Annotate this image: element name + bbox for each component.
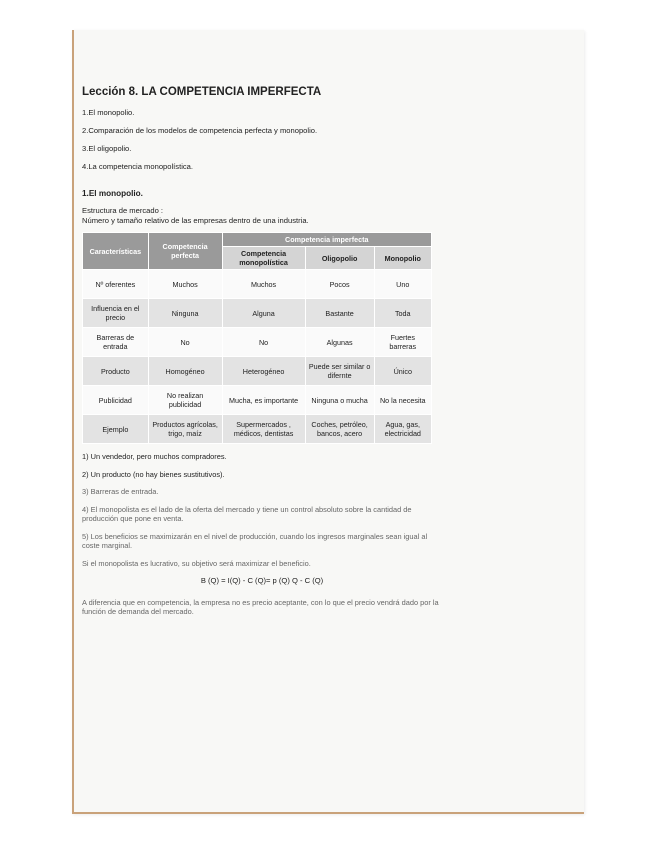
table-cell: No realizan publicidad — [148, 386, 222, 415]
note-item: 3) Barreras de entrada. — [82, 487, 159, 496]
header-monopolistic: Competencia monopolística — [222, 247, 305, 270]
table-cell: Algunas — [305, 328, 374, 357]
table-cell: Ninguna — [148, 299, 222, 328]
table-cell: Pocos — [305, 270, 374, 299]
note-item: 1) Un vendedor, pero muchos compradores. — [82, 452, 227, 461]
page-content — [82, 86, 442, 625]
table-cell: Influencia en el precio — [83, 299, 149, 328]
table-row — [83, 328, 432, 357]
notes — [82, 452, 442, 617]
structure-line: Número y tamaño relativo de las empresas dentro de una industria. — [82, 216, 309, 225]
table-row — [83, 415, 432, 444]
table-row — [83, 386, 432, 415]
section-heading: 1.El monopolio. — [82, 189, 143, 198]
toc-item: 1.El monopolio. — [82, 108, 135, 117]
table-cell: Barreras de entrada — [83, 328, 149, 357]
note-item: 4) El monopolista es el lado de la oferta del mercado y tiene un control absoluto sobre la cantidad de producción que pone en venta. — [82, 504, 412, 523]
table-cell: Productos agrícolas, trigo, maíz — [148, 415, 222, 444]
table-cell: No la necesita — [374, 386, 431, 415]
table-cell: Producto — [83, 357, 149, 386]
table-cell: Coches, petróleo, bancos, acero — [305, 415, 374, 444]
table-row — [83, 270, 432, 299]
table-cell: Bastante — [305, 299, 374, 328]
header-oligopoly: Oligopolio — [305, 247, 374, 270]
table-cell: Fuertes barreras — [374, 328, 431, 357]
table-row — [83, 357, 432, 386]
table-cell: Uno — [374, 270, 431, 299]
table-cell: No — [222, 328, 305, 357]
note-item: Si el monopolista es lucrativo, su objetivo será maximizar el beneficio. — [82, 558, 311, 568]
table-cell: Agua, gas, electricidad — [374, 415, 431, 444]
header-monopoly: Monopolio — [374, 247, 431, 270]
header-perfect-competition: Competencia perfecta — [148, 233, 222, 270]
table-cell: Ejemplo — [83, 415, 149, 444]
header-imperfect-competition: Competencia imperfecta — [222, 233, 432, 247]
table-cell: Homogéneo — [148, 357, 222, 386]
table-cell: Supermercados , médicos, dentistas — [222, 415, 305, 444]
note-item: 5) Los beneficios se maximizarán en el nivel de producción, cuando los ingresos marginales sean igual al coste marginal. — [82, 531, 428, 550]
table-cell: Heterogéneo — [222, 357, 305, 386]
structure-line: Estructura de mercado : — [82, 206, 164, 215]
table-cell: Publicidad — [83, 386, 149, 415]
table-cell: Muchos — [148, 270, 222, 299]
toc-item: 4.La competencia monopolística. — [82, 162, 194, 171]
table-cell: Único — [374, 357, 431, 386]
table-cell: No — [148, 328, 222, 357]
table-row — [83, 299, 432, 328]
profit-formula: B (Q) = I(Q) - C (Q)= p (Q) Q - C (Q) — [200, 576, 324, 585]
closing-paragraph: A diferencia que en competencia, la empresa no es precio aceptante, con lo que el precio vendrá dado por la función de demanda del mercado. — [82, 597, 439, 616]
note-item: 2) Un producto (no hay bienes sustitutivos). — [82, 469, 225, 479]
header-characteristics: Características — [83, 233, 149, 270]
table-cell: Alguna — [222, 299, 305, 328]
structure-description — [82, 206, 442, 226]
table-of-contents — [82, 108, 442, 171]
toc-item: 2.Comparación de los modelos de competencia perfecta y monopolio. — [82, 126, 318, 135]
page-title: Lección 8. LA COMPETENCIA IMPERFECTA — [82, 86, 322, 98]
market-structure-table — [82, 232, 432, 444]
table-cell: Muchos — [222, 270, 305, 299]
table-cell: Toda — [374, 299, 431, 328]
table-cell: Mucha, es importante — [222, 386, 305, 415]
table-cell: Nº oferentes — [83, 270, 149, 299]
table-cell: Puede ser similar o difernte — [305, 357, 374, 386]
table-cell: Ninguna o mucha — [305, 386, 374, 415]
toc-item: 3.El oligopolio. — [82, 144, 132, 153]
